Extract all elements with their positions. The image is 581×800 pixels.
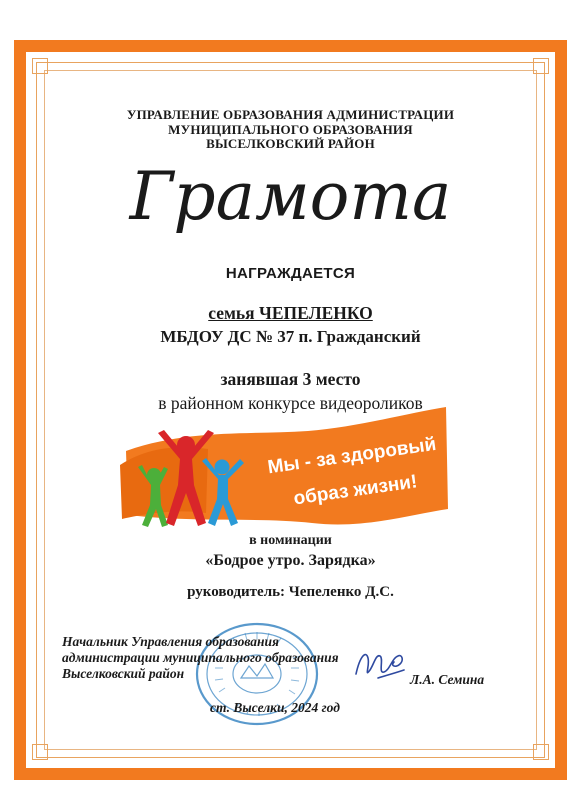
banner-slogan-line1: Мы - за здоровый bbox=[266, 433, 438, 479]
signatory-title-line: администрации муниципального образования bbox=[62, 650, 339, 665]
recipient-organization: МБДОУ ДС № 37 п. Гражданский bbox=[160, 327, 421, 346]
signatory-title-line: Выселковский район bbox=[62, 666, 185, 681]
authority-line: МУНИЦИПАЛЬНОГО ОБРАЗОВАНИЯ bbox=[168, 121, 413, 137]
healthy-lifestyle-banner bbox=[118, 405, 450, 533]
corner-ornament bbox=[533, 58, 549, 74]
corner-ornament bbox=[533, 744, 549, 760]
nomination-label: в номинации bbox=[249, 533, 332, 548]
corner-ornament bbox=[32, 744, 48, 760]
awarded-label: НАГРАЖДАЕТСЯ bbox=[225, 265, 356, 282]
certificate-title: Грамота bbox=[129, 158, 452, 235]
signatory-name: Л.А. Семина bbox=[410, 672, 485, 687]
place-and-date: ст. Выселки, 2024 год bbox=[210, 700, 340, 715]
achievement-place: занявшая 3 место bbox=[220, 369, 361, 389]
authority-line: УПРАВЛЕНИЕ ОБРАЗОВАНИЯ АДМИНИСТРАЦИИ bbox=[126, 107, 455, 122]
recipient-family-text: семья ЧЕПЕЛЕНКО bbox=[208, 303, 373, 323]
signatory-title bbox=[62, 634, 339, 682]
signatory-title-line: Начальник Управления образования bbox=[62, 634, 280, 649]
banner-slogan-line2: образ жизни! bbox=[292, 471, 419, 510]
recipient-family bbox=[0, 303, 581, 324]
corner-ornament bbox=[32, 58, 48, 74]
nomination-title: «Бодрое утро. Зарядка» bbox=[205, 552, 376, 569]
leader-line: руководитель: Чепеленко Д.С. bbox=[187, 584, 394, 600]
handwritten-signature-icon bbox=[352, 644, 408, 684]
achievement-contest: в районном конкурсе видеороликов bbox=[158, 393, 423, 413]
authority-line: ВЫСЕЛКОВСКИЙ РАЙОН bbox=[206, 136, 375, 151]
issuing-authority bbox=[0, 108, 581, 152]
